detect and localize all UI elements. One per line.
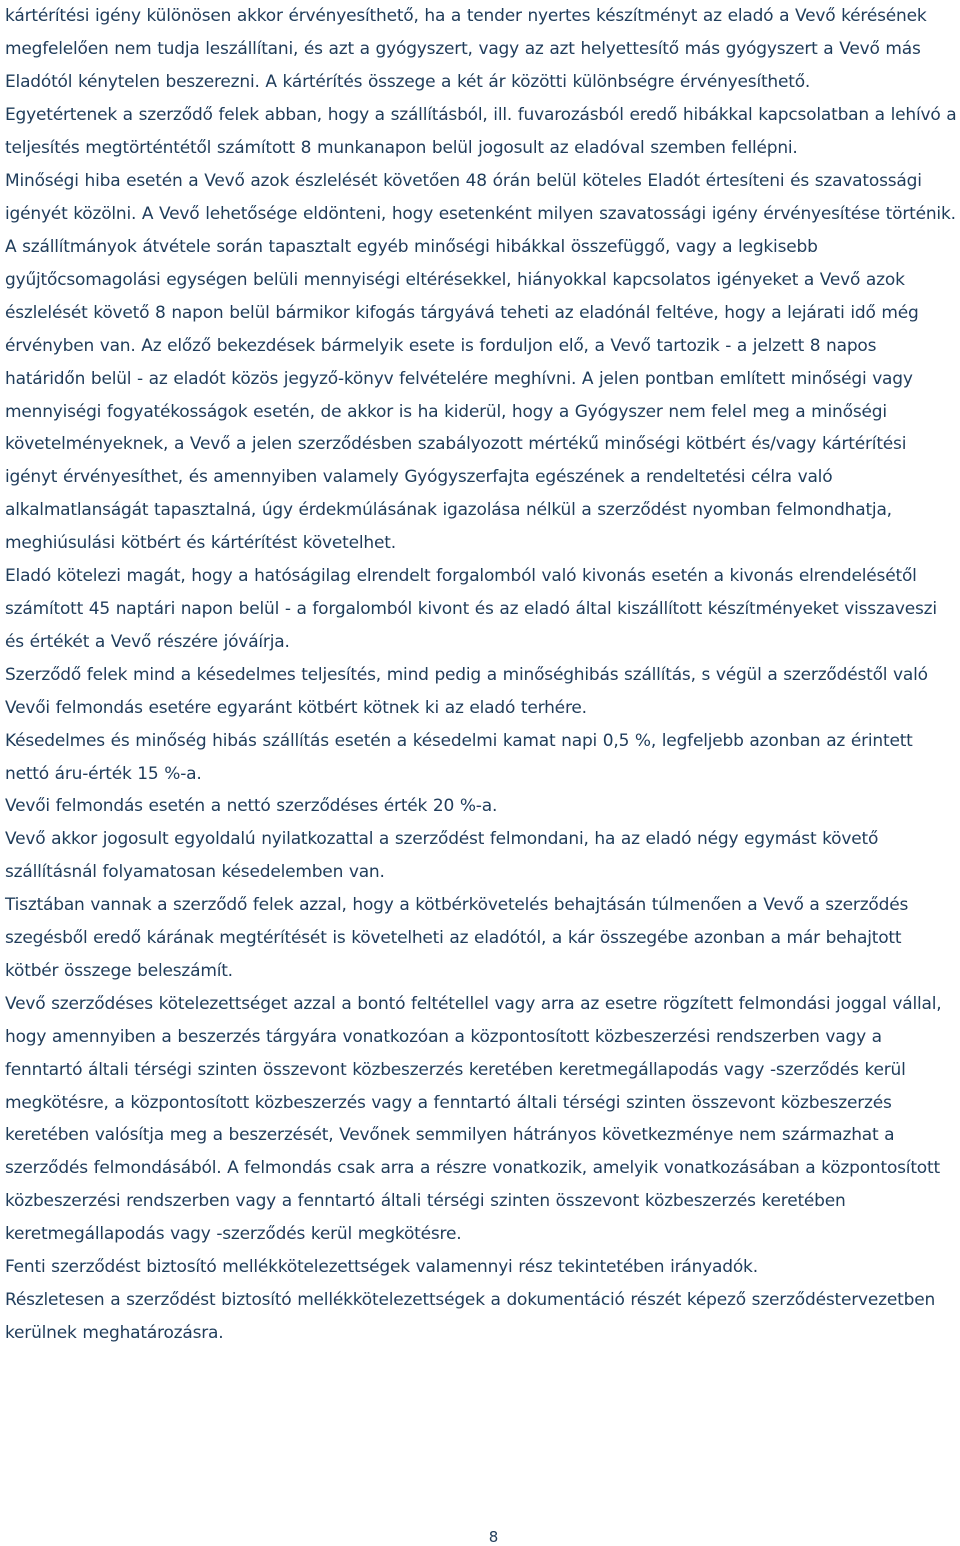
paragraph-damages-claim: kártérítési igény különösen akkor érvényesíthető, ha a tender nyertes készítményt az eladó a Vevő kérésének megfelelően nem tudja leszállítani, és azt a gyógyszert, vagy az azt helyettesítő más gyógyszert a Vevő más Eladótól kénytelen beszerezni. A kártérítés összege a két ár közötti különbségre érvényesíthető. (5, 6, 927, 92)
paragraph-late-delivery-interest: Késedelmes és minőség hibás szállítás esetén a késedelmi kamat napi 0,5 %, legfeljebb azonban az érintett nettó áru-érték 15 %-a. (5, 730, 913, 784)
paragraph-penalty-terms: Szerződő felek mind a késedelmes teljesítés, mind pedig a minőséghibás szállítás, s végül a szerződéstől való Vevői felmondás esetére egyaránt kötbért kötnek ki az eladó terhére. (5, 664, 928, 718)
paragraph-centralized-procurement: Vevő szerződéses kötelezettséget azzal a bontó feltétellel vagy arra az esetre rögzített felmondási joggal vállal, hogy amennyiben a beszerzés tárgyára vonatkozóan a központosított közbeszerzési rendszerben vagy a fenntartó általi térségi szinten összevont közbeszerzés keretében keretmegállapodás vagy -szerződés kerül megkötésre, a központosított közbeszerzés vagy a fenntartó általi térségi szinten összevont közbeszerzés keretében valósítja meg a beszerzését, Vevőnek semmilyen hátrányos következménye nem származhat a szerződés felmondásából. A felmondás csak arra a részre vonatkozik, amelyik vonatkozásában a központosított közbeszerzési rendszerben vagy a fenntartó általi térségi szinten összevont közbeszerzés keretében keretmegállapodás vagy -szerződés kerül megkötésre. (5, 993, 942, 1245)
paragraph-transport-defects: Egyetértenek a szerződő felek abban, hogy a szállításból, ill. fuvarozásból eredő hibákkal kapcsolatban a lehívó a teljesítés megtörténtétől számított 8 munkanapon belül jogosult az eladóval szemben fellépni. (5, 105, 957, 158)
paragraph-quality-defect: Minőségi hiba esetén a Vevő azok észlelését követően 48 órán belül köteles Eladót értesíteni és szavatossági igényét közölni. A Vevő lehetősége eldönteni, hogy esetenként milyen szavatossági igény érvényesítése történik. (5, 171, 956, 224)
paragraph-ancillary-obligations: Fenti szerződést biztosító mellékkötelezettségek valamennyi rész tekintetében irányadók. (5, 1257, 758, 1278)
paragraph-delivery-inspection: A szállítmányok átvétele során tapasztalt egyéb minőségi hibákkal összefüggő, vagy a legkisebb gyűjtőcsomagolási egységen belüli mennyiségi eltérésekkel, hiányokkal kapcsolatos igényeket a Vevő azok észlelését követő 8 napon belül bármikor kifogás tárgyává teheti az eladónál feltéve, hogy a lejárati idő még érvényben van. Az előző bekezdések bármelyik esete is forduljon elő, a Vevő tartozik - a jelzett 8 napos határidőn belül - az eladót közös jegyző-könyv felvételére meghívni. A jelen pontban említett minőségi vagy mennyiségi fogyatékosságok esetén, de akkor is ha kiderül, hogy a Gyógyszer nem felel meg a minőségi követelményeknek, a Vevő a jelen szerződésben szabályozott mértékű minőségi kötbért és/vagy kártérítési igényt érvényesíthet, és amennyiben valamely Gyógyszerfajta egészének a rendeltetési célra való alkalmatlanságát tapasztalná, úgy érdekmúlásának igazolása nélkül a szerződést nyomban felmondhatja, meghiúsulási kötbért és kártérítést követelhet. (5, 237, 919, 554)
paragraph-termination-penalty: Vevői felmondás esetén a nettó szerződéses érték 20 %-a. (5, 796, 498, 817)
document-body (5, 0, 957, 1350)
paragraph-damage-recovery: Tisztában vannak a szerződő felek azzal, hogy a kötbérkövetelés behajtásán túlmenően a Vevő a szerződés szegésből eredő kárának megtérítését is követelheti az eladótól, a kár összegébe azonban a már behajtott kötbér összege beleszámít. (5, 895, 909, 981)
paragraph-contract-draft: Részletesen a szerződést biztosító mellékkötelezettségek a dokumentáció részét képező szerződéstervezetben kerülnek meghatározásra. (5, 1290, 936, 1343)
page-number: 8 (488, 1528, 499, 1546)
paragraph-market-withdrawal: Eladó kötelezi magát, hogy a hatóságilag elrendelt forgalomból való kivonás esetén a kivonás elrendelésétől számított 45 naptári napon belül - a forgalomból kivont és az eladó által kiszállított készítményeket visszaveszi és értékét a Vevő részére jóváírja. (5, 566, 937, 652)
paragraph-unilateral-termination: Vevő akkor jogosult egyoldalú nyilatkozattal a szerződést felmondani, ha az eladó négy egymást követő szállításnál folyamatosan késedelemben van. (5, 829, 879, 883)
